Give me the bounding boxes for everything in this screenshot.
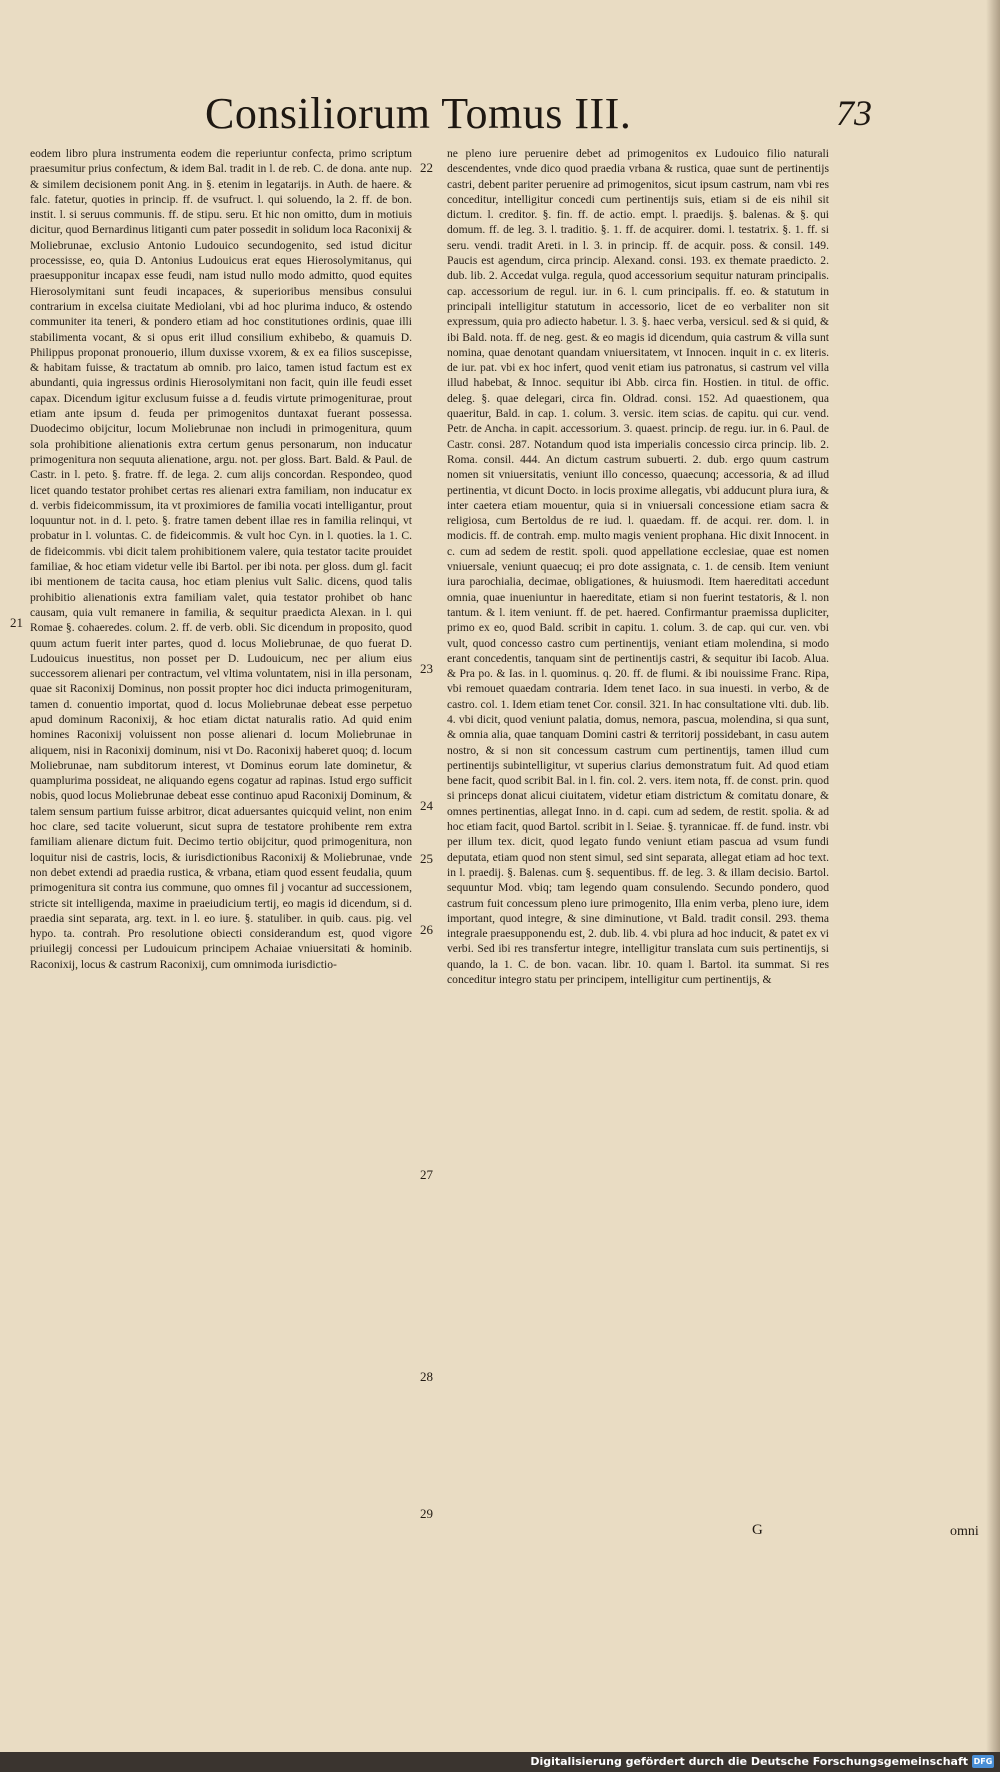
section-number: 25 [420, 851, 433, 866]
section-number: 23 [420, 661, 433, 676]
left-column-text: eodem libro plura instrumenta eodem die reperiuntur confecta, primo scriptum praesumitur prius confectum, & idem Bal. tradit in l. de reb. C. de dona. ante nup. & similem decisionem ponit Ang. in §. etenim in legatarijs. in Auth. de haere. & falc. fatetur, quoties in princip. ff. de vsufruct. l. qui soluendo, la 2. ff. de bon. instit. l. si seruus communis. ff. de stipu. seru. Et hic non omitto, dum in motiuis dicitur, quod Bernardinus litiganti cum pater possedit in solidum loca Raconixij & Moliebrunae, exclusio Antonio Ludouico secundogenito, sed istud dicitur processisse, eo, quia D. Antonius Ludouicus erat eques Hierosolymitanus, qui praesupponitur incapax esse feudi, nam istud nullo modo admitto, quod equites Hierosolymitani sunt feudi incapaces, & superioribus mensibus consului contrarium in excelsa ciuitate Mediolani, vbi ad hoc plurima induco, & ostendo communiter ita teneri, & pondero etiam ad hoc constitutiones ordinis, quae illi stabilimenta vocant, & si opus erit illud consilium exhibebo, & quamuis D. Philippus proponat pronouerio, illum duxisse vxorem, & ex ea filios suscepisse, & habitam fuisse, & tractatum ab omnib. pro laico, tamen istud factum est ex abundanti, quia ingressus ordinis Hierosolymitani non facit, quin ille feudi esset capax. Dicendum igitur exclusum fuisse a d. feudis virtute primogeniturae, prout etiam ante ipsum d. feuda per primogenitos duntaxat fuerant possessa. Duodecimo obijcitur, locum Moliebrunae non includi in primogenitura, quum sola prohibitione alienationis extra certum genus personarum, non inducatur primogenitura non sequuta alienatione, argu. not. per gloss. Bart. Bald. & Paul. de Castr. in l. peto. §. fratre. ff. de lega. 2. cum alijs concordan. Respondeo, quod licet quando testator prohibet certas res alienari extra familiam, non inducatur ex d. verbis fideicommissum, ita vt proximiores de familia vocati intelligantur, prout loquuntur not. in d. l. peto. §. fratre tamen debent illae res in familia relinqui, vt probatur in l. voluntas. C. de fideicommis. & vult hoc Cyn. in l. quoties. la 1. C. de fideicommis. vbi dicit talem prohibitionem valere, quia testator tacite prouidet familiae, & hoc etiam videtur velle ibi Bartol. per ibi nota. per gloss. dum gl. facit ibi mentionem de tacita causa, hoc etiam plenius vult Salic. dicens, quod talis prohibitio alienationis extra familiam valet, quia testator prohibet ob hanc causam, quia vult remanere in familia, & sequitur praedicta Alexan. in l. qui Romae §. cohaeredes. colum. 2. ff. de verb. obli. Sic dicendum in proposito, quod quum actum fuerit inter partes, quod d. locus Moliebrunae, de quo fuerat D. Ludouicus inuestitus, non posset per D. Ludouicum, nec per alium eius successorem alienari per contractum, vel vltima voluntatem, nisi in illa personam, quae sit Raconixij Dominus, non possit propter hoc dici inducta primogenituram, tamen d. conuentio importat, quod d. locus Moliebrunae debeat esse perpetuo apud dominum Raconixij, & hoc etiam dictat naturalis ratio. Ad quid enim homines Raconixij voluissent non posse alienari d. locum Moliebrunae in aliquem, nisi in Raconixij dominum, nisi vt Do. Raconixij haberet quoq; d. locum Moliebrunae, nam subditorum interest, vt Dominus eorum late dominetur, & quamplurima possideat, ne aliquando egens cogatur ad rapinas. Istud ergo sufficit nobis, quod locus Moliebrunae debeat esse continuo apud Raconixij Dominum, & talem sensum partium fuisse arbitror, dicat aduersantes quicquid velint, non enim hoc clare, sed tacite voluerunt, sicut supra de testatore prohibente rem extra familiam alienare dictum fuit. Decimo tertio obijcitur, quod primogenitura, non loquitur nisi de castris, locis, & iurisdictionibus Raconixij & Moliebrunae, vnde non debet extendi ad praedia rustica, & vrbana, etiam quod essent feudalia, quum primogenitura sit contra ius commune, quo omnes fil j vocantur ad successionem, stricte sit intelligenda, maxime in praeiudicium tertij, eo magis id dicendum, si d. praedia sint separata, arg. text. in l. eo iure. §. statuliber. in quib. caus. pig. vel hypo. ta. contrah. Pro resolutione obiecti considerandum est, quod vigore priuilegij concessi per Ludouicum principem Achaiae vniuersitati & hominib. Raconixij, locus & castrum Raconixij, cum omnimoda iurisdictio- [30, 147, 412, 971]
page-header [0, 80, 1000, 150]
running-title: Consiliorum Tomus III. [205, 89, 632, 138]
folio-number: 73 [836, 93, 872, 133]
section-number: 29 [420, 1506, 433, 1521]
section-number: 22 [420, 160, 433, 175]
signature-mark: G [752, 1522, 763, 1538]
catchword: omni [950, 1524, 979, 1539]
digitization-footer [0, 1752, 1000, 1772]
section-number: 28 [420, 1369, 433, 1384]
page-edge-shadow [986, 0, 1000, 1752]
section-number: 24 [420, 798, 433, 813]
section-number: 26 [420, 922, 433, 937]
section-number: 27 [420, 1167, 433, 1182]
left-text-column [30, 146, 412, 1518]
section-numbers-gutter [420, 146, 446, 1526]
right-text-column [447, 146, 829, 1518]
left-section-number: 21 [10, 615, 23, 630]
right-column-text: ne pleno iure peruenire debet ad primogenitos ex Ludouico filio naturali descendentes, vnde dico quod praedia vrbana & rustica, quae sunt de pertinentijs castri, debent pariter peruenire ad primogenitos, sicut ipsum castrum, nam vbi res conceditur, intelligitur concedi cum pertinentijs suis, etiam si de eis nihil sit dictum. l. creditor. §. fin. ff. de actio. empt. l. praedijs. §. balenas. & §. qui domum. ff. de leg. 3. l. traditio. §. 1. ff. de acquirer. domi. l. testatrix. §. 1. ff. si seru. vendi. tradit Areti. in l. 3. in princip. ff. de acquir. poss. & consil. 149. Paucis est agendum, circa princip. Alexand. consi. 193. ex themate praedicto. 2. dub. lib. 2. Accedat vulga. regula, quod accessorium sequitur naturam principalis. cap. accessorium de regul. iur. in 6. l. cum principalis. ff. eo. & statutum in principali intelligitur statutum in accessorio, licet de eo verbaliter non sit expressum, quia pro adiecto habetur. l. 3. §. haec verba, versicul. sed & si quid, & ibi Bald. nota. ff. de neg. gest. & eo magis id dicendum, quia castrum & villa sunt nomina, quae denotant quandam vniuersitatem, vt Innocen. inquit in c. ex literis. de iur. pat. vbi ex hoc infert, quod venit etiam ius patronatus, si castrum vel villa illud habebat, & Innoc. sequitur ibi Abb. circa fin. Hostien. in titul. de offic. deleg. §. quae delegari, circa fin. Oldrad. consi. 152. Ad quaestionem, qua quaeritur, Bald. in cap. 1. colum. 3. versic. item scias. de capitu. qui cur. vend. Petr. de Ancha. in capit. accessorium. 3. quaest. princip. de regu. iur. in 6. Paul. de Castr. consi. 287. Notandum quod ista imperialis concessio circa princip. lib. 2. Roma. consil. 444. An dictum castrum subuerti. 2. dub. ergo quum castrum nomen sit vniuersitatis, veniunt illo concesso, quaecunq; accessoria, & ad illud pertinentia, vt dicunt Docto. in locis proxime allegatis, vbi adducunt plura iura, & inter caetera etiam mouentur, quia si in vniuersali concessione etiam sacra & religiosa, cum Bertoldus de re iud. l. quaedam. ff. de acqui. rer. dom. l. in modicis. ff. de contrah. emp. multo magis venient prophana. Hic dixit Innocent. in c. cum ad sedem de restit. spoli. quod appellatione ecclesiae, quae est nomen vniuersale, veniunt quaecuq; ei pro dote assignata, c. 1. de censib. Item veniunt iura parochialia, decimae, obligationes, & huiusmodi. Item haereditati accedunt omnia, quae inueniuntur in haereditate, etiam si non fuerint testatoris, & l. non tantum. & l. item veniunt. ff. de pet. haered. Confirmantur praemissa dupliciter, primo ex eo, quod Bald. scribit in capitu. 1. colum. 3. de cap. qui cur. ven. vbi vult, quod concesso castro cum pertinentijs, veniant etiam molendina, si modo erant concedentis, tanquam sint de pertinentijs castri, & sequitur ibi Iacob. Alua. & Pra po. & Ias. in l. quominus. q. 20. ff. de flumi. & ibi nouissime Franc. Ripa, vbi remouet quaedam contraria. Idem tenet Iaco. in sua inuesti. in verbo, & de castro. col. 1. Idem etiam tenet Cor. consil. 321. In hac consultatione vlti. dub. lib. 4. vbi dicit, quod veniunt palatia, domus, nemora, pascua, molendina, si qua sunt, & omnia alia, quae tanquam Domini castri & territorij possidebant, in casu autem nostro, & si non sit concessum castrum cum pertinentijs, tamen illud cum pertinentijs subintelligitur, vt superius clarius demonstratum fuit. Ad quod etiam bene facit, quod scribit Bal. in l. fin. col. 2. vers. item nota, ff. de const. prin. quod si princeps donat alicui ciuitatem, videtur etiam districtum & comitatu donare, & omnes pertinentias, allegat Inno. in d. capi. cum ad sedem, de restit. spolia. & ad hoc etiam facit, quod Bartol. scribit in l. Seiae. §. tyrannicae. ff. de fund. instr. vbi per illum tex. dicit, quod legato fundo veniunt etiam pascua ad vsum fundi deputata, etiam quod non stent simul, sed sint separata, allegat etiam ad hoc text. in l. praedij. §. Balenas. cum §. sequentibus. ff. de leg. 3. & illam decisio. Bartol. sequuntur Mod. vbiq; tam legendo quam consulendo. Secundo pondero, quod castrum fuit concessum pleno iure primogenito, Illa enim verba, pleno iure, idem important, quod integre, & sine diminutione, vt Bald. tradit consil. 293. thema integrale praesupponendu est, 2. dub. lib. 4. vbi plura ad hoc inducit, & patet ex vi verbi. Sed ibi res transfertur integre, intelligitur translata cum suis pertinentijs, si quando, la 1. C. de bon. vacan. libr. 10. quam l. Bartol. ita summat. Si res conceditur integro statu per principem, intelligitur cum pertinentijs, & [447, 147, 829, 987]
funding-credit: Digitalisierung gefördert durch die Deutsche Forschungsgemeinschaft [530, 1755, 968, 1768]
dfg-logo-icon: DFG [973, 1757, 993, 1766]
